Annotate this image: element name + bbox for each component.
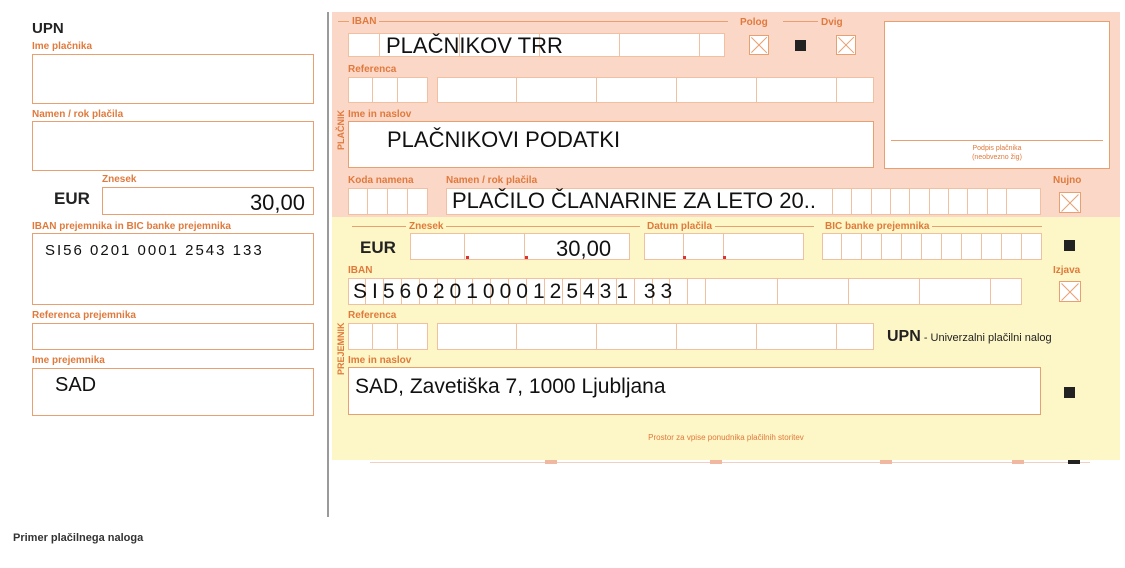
namen-field[interactable] bbox=[32, 121, 314, 171]
caption: Primer plačilnega naloga bbox=[13, 532, 144, 544]
placnik-referenca-prefix-cells[interactable] bbox=[348, 77, 428, 103]
datum-dot-2 bbox=[723, 256, 726, 259]
upn-brand-desc: - Univerzalni plačilni nalog bbox=[920, 332, 1052, 344]
placnik-side-label: PLAČNIK bbox=[336, 110, 346, 150]
iban-header-line bbox=[338, 21, 728, 22]
izjava-label: Izjava bbox=[1053, 265, 1081, 276]
bottom-strip-line bbox=[370, 462, 1090, 463]
bic-marker bbox=[1064, 240, 1075, 251]
amount-field[interactable] bbox=[102, 187, 314, 215]
prejemnik-currency: EUR bbox=[360, 238, 396, 257]
polog-line bbox=[783, 21, 818, 22]
placnik-ime-value: PLAČNIKOVI PODATKI bbox=[387, 127, 621, 152]
koda-namena-cells[interactable] bbox=[348, 188, 428, 215]
strip-mark-3 bbox=[880, 460, 892, 464]
znesek-header-line bbox=[352, 226, 640, 227]
signature-box[interactable] bbox=[884, 21, 1110, 169]
ime-marker bbox=[1064, 387, 1075, 398]
bic-label: BIC banke prejemnika bbox=[822, 221, 932, 232]
ime-placnika-label: Ime plačnika bbox=[32, 41, 93, 52]
prejemnik-iban-value: SI560201000125431 33 bbox=[353, 280, 678, 303]
dvig-label: Dvig bbox=[821, 17, 843, 28]
iban-value: SI56 0201 0001 2543 133 bbox=[45, 242, 264, 259]
placnik-namen-value: PLAČILO ČLANARINE ZA LETO 20.. bbox=[452, 188, 816, 213]
referenca-field[interactable] bbox=[32, 323, 314, 350]
prejemnik-ime-label: Ime in naslov bbox=[348, 355, 412, 366]
placnik-referenca-label: Referenca bbox=[348, 64, 397, 75]
strip-mark-1 bbox=[545, 460, 557, 464]
signature-line bbox=[891, 140, 1103, 141]
prejemnik-amount-value: 30,00 bbox=[556, 236, 612, 261]
prejemnik-side-label: PREJEMNIK bbox=[336, 322, 346, 375]
nujno-label: Nujno bbox=[1053, 175, 1082, 186]
placnik-iban-value: PLAČNIKOV TRR bbox=[386, 33, 563, 58]
prejemnik-referenca-prefix-cells[interactable] bbox=[348, 323, 428, 350]
placnik-referenca-cells[interactable] bbox=[437, 77, 874, 103]
prejemnik-referenca-label: Referenca bbox=[348, 310, 397, 321]
datum-dot-1 bbox=[683, 256, 686, 259]
currency-label: EUR bbox=[54, 189, 90, 208]
namen-label: Namen / rok plačila bbox=[32, 109, 124, 120]
znesek-label: Znesek bbox=[102, 174, 137, 185]
signature-label-line1: Podpis plačnika bbox=[972, 145, 1022, 152]
placnik-ime-label: Ime in naslov bbox=[348, 109, 412, 120]
prejemnik-referenca-cells[interactable] bbox=[437, 323, 874, 350]
ime-prejemnika-value: SAD bbox=[55, 374, 97, 396]
prejemnik-ime-value: SAD, Zavetiška 7, 1000 Ljubljana bbox=[355, 375, 666, 398]
stub-title: UPN bbox=[32, 20, 64, 37]
placnik-namen-label: Namen / rok plačila bbox=[446, 175, 538, 186]
placnik-iban-label: IBAN bbox=[349, 16, 379, 27]
prejemnik-iban-label: IBAN bbox=[348, 265, 373, 276]
referenca-label: Referenca prejemnika bbox=[32, 310, 136, 321]
nujno-checkbox[interactable] bbox=[1059, 192, 1081, 213]
amount-value: 30,00 bbox=[249, 190, 305, 215]
perforation-line bbox=[327, 12, 329, 517]
left-stub bbox=[30, 15, 320, 425]
strip-mark-2 bbox=[710, 460, 722, 464]
signature-label-line2: (neobvezno žig) bbox=[972, 154, 1022, 161]
strip-mark-4 bbox=[1012, 460, 1024, 464]
polog-label: Polog bbox=[740, 17, 768, 28]
dvig-checkbox[interactable] bbox=[836, 35, 856, 55]
ime-placnika-field[interactable] bbox=[32, 54, 314, 104]
datum-placila-label: Datum plačila bbox=[644, 221, 715, 232]
ime-prejemnika-field[interactable] bbox=[32, 368, 314, 416]
amount-dot-1 bbox=[466, 256, 469, 259]
upn-brand bbox=[887, 328, 1052, 346]
footer-note: Prostor za vpise ponudnika plačilnih storitev bbox=[648, 433, 804, 442]
upn-brand-bold: UPN bbox=[887, 328, 921, 345]
polog-marker bbox=[795, 40, 806, 51]
strip-mark-5 bbox=[1068, 460, 1080, 464]
bic-cells[interactable] bbox=[822, 233, 1042, 260]
koda-namena-label: Koda namena bbox=[348, 175, 414, 186]
ime-prejemnika-label: Ime prejemnika bbox=[32, 355, 105, 366]
iban-label: IBAN prejemnika in BIC banke prejemnika bbox=[32, 221, 231, 232]
signature-label bbox=[885, 144, 1109, 162]
prejemnik-znesek-label: Znesek bbox=[406, 221, 446, 232]
placnik-ime-field[interactable] bbox=[348, 121, 874, 168]
izjava-checkbox[interactable] bbox=[1059, 281, 1081, 302]
polog-checkbox[interactable] bbox=[749, 35, 769, 55]
amount-dot-2 bbox=[525, 256, 528, 259]
iban-field[interactable] bbox=[32, 233, 314, 305]
prejemnik-ime-field[interactable] bbox=[348, 367, 1041, 415]
